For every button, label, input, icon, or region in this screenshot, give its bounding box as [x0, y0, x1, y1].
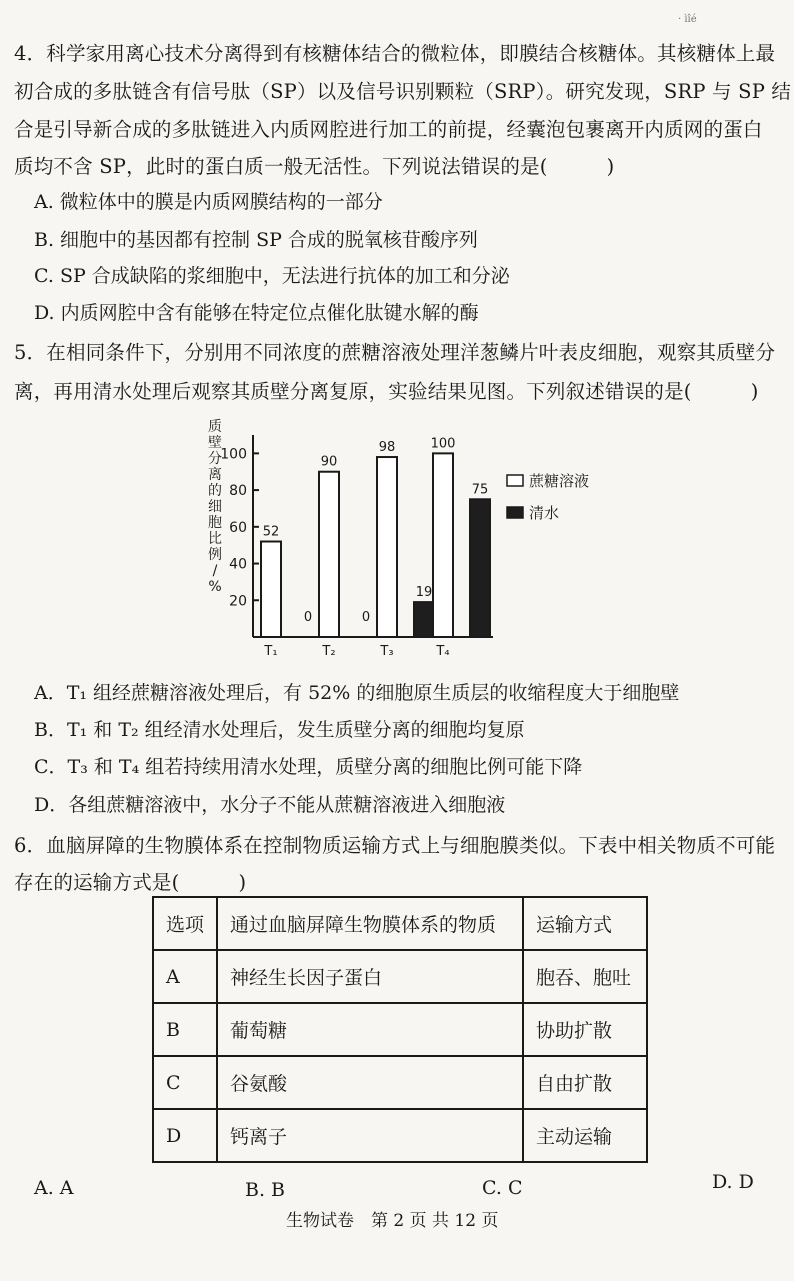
y-axis-label-char: 壁: [208, 435, 222, 451]
y-axis-label-char: 的: [208, 483, 222, 499]
table-header-cell: 选项: [153, 897, 217, 950]
table-cell: D: [153, 1109, 217, 1162]
page-footer: 生物试卷 第 2 页 共 12 页: [286, 1211, 499, 1231]
q6-table: [152, 896, 648, 1163]
y-tick-label: 100: [220, 446, 247, 463]
q5-option-b: B．T₁ 和 T₂ 组经清水处理后，发生质壁分离的细胞均复原: [34, 719, 525, 741]
q5-option-d: D．各组蔗糖溶液中，水分子不能从蔗糖溶液进入细胞液: [34, 794, 506, 816]
table-cell: 主动运输: [523, 1109, 647, 1162]
table-cell: 神经生长因子蛋白: [217, 950, 523, 1003]
legend-swatch: [507, 475, 523, 486]
legend-swatch: [507, 507, 523, 518]
x-tick-label: T₄: [436, 644, 450, 659]
bar-value-label: 98: [378, 440, 396, 456]
bar-value-label: 0: [303, 610, 313, 625]
y-tick-label: 80: [229, 483, 247, 500]
y-axis-label-char: 离: [208, 467, 222, 483]
q5-option-c: C．T₃ 和 T₄ 组若持续用清水处理，质壁分离的细胞比例可能下降: [34, 756, 583, 778]
q5-option-a: A．T₁ 组经蔗糖溶液处理后，有 52% 的细胞原生质层的收缩程度大于细胞壁: [34, 682, 680, 704]
q4-option-c: C. SP 合成缺陷的浆细胞中，无法进行抗体的加工和分泌: [34, 265, 510, 287]
q6-line-2: 存在的运输方式是( ): [14, 871, 247, 894]
legend-label: 清水: [529, 504, 560, 522]
y-axis-label-char: %: [208, 579, 222, 595]
q5-line-1: 5．在相同条件下，分别用不同浓度的蔗糖溶液处理洋葱鳞片叶表皮细胞，观察其质壁分: [14, 341, 776, 364]
q6-line-1: 6．血脑屏障的生物膜体系在控制物质运输方式上与细胞膜类似。下表中相关物质不可能: [14, 834, 776, 857]
table-row: [153, 950, 647, 1003]
table-header-cell: 运输方式: [523, 897, 647, 950]
y-tick-label: 40: [229, 556, 247, 573]
q4-option-d: D. 内质网腔中含有能够在特定位点催化肽键水解的酶: [34, 302, 479, 324]
bar-water: [470, 499, 490, 637]
bar-sucrose: [433, 453, 453, 637]
y-axis-label-char: 例: [208, 547, 222, 563]
table-cell: 自由扩散: [523, 1056, 647, 1109]
bar-sucrose: [319, 472, 339, 637]
x-tick-label: T₃: [380, 644, 394, 659]
bars: [261, 436, 490, 637]
y-axis-label-char: /: [212, 563, 218, 579]
bar-value-label: 90: [320, 454, 338, 470]
bar-chart: [195, 415, 615, 670]
table-row: [153, 1003, 647, 1056]
q4-line-3: 合是引导新合成的多肽链进入内质网腔进行加工的前提，经囊泡包裹离开内质网的蛋白: [14, 118, 763, 141]
table-row: [153, 1056, 647, 1109]
legend-label: 蔗糖溶液: [529, 472, 590, 490]
bar-sucrose: [261, 542, 281, 637]
q6-option-b: B. B: [245, 1179, 286, 1201]
q4-line-1: 4．科学家用离心技术分离得到有核糖体结合的微粒体，即膜结合核糖体。其核糖体上最: [14, 42, 776, 65]
bar-value-label: 75: [471, 482, 489, 498]
bar-value-label: 100: [430, 436, 456, 452]
table-cell: 协助扩散: [523, 1003, 647, 1056]
y-axis-label-char: 分: [208, 451, 222, 467]
q6-option-c: C. C: [482, 1177, 523, 1199]
table-cell: 钙离子: [217, 1109, 523, 1162]
q6-option-d: D. D: [712, 1171, 754, 1193]
q5-line-2: 离，再用清水处理后观察其质壁分离复原，实验结果见图。下列叙述错误的是( ): [14, 380, 759, 403]
table-cell: 胞吞、胞吐: [523, 950, 647, 1003]
y-axis-label-char: 比: [208, 531, 222, 547]
q4-option-b: B. 细胞中的基因都有控制 SP 合成的脱氧核苷酸序列: [34, 229, 478, 251]
table-cell: A: [153, 950, 217, 1003]
y-axis-label-char: 质: [208, 419, 222, 435]
table-header-cell: 通过血脑屏障生物膜体系的物质: [217, 897, 523, 950]
q6-option-a: A. A: [34, 1177, 74, 1199]
y-axis-label-char: 胞: [208, 515, 222, 531]
bar-sucrose: [377, 457, 397, 637]
x-tick-label: T₂: [322, 644, 336, 659]
bar-value-label: 19: [415, 585, 433, 601]
q4-option-a: A. 微粒体中的膜是内质网膜结构的一部分: [34, 191, 383, 213]
table-cell: 葡萄糖: [217, 1003, 523, 1056]
legend: [507, 472, 589, 522]
bar-water: [414, 602, 434, 637]
bar-value-label: 0: [361, 610, 371, 625]
x-tick-labels: [263, 644, 449, 659]
table-cell: 谷氨酸: [217, 1056, 523, 1109]
y-tick-label: 60: [229, 519, 247, 536]
bar-value-label: 52: [262, 524, 280, 540]
corner-mark: · ìîé: [678, 14, 697, 25]
y-axis-label-char: 细: [208, 499, 222, 515]
q4-line-2: 初合成的多肽链含有信号肽（SP）以及信号识别颗粒（SRP）。研究发现，SRP 与 SP 结: [14, 80, 792, 103]
x-tick-label: T₁: [264, 644, 278, 659]
y-tick-label: 20: [229, 593, 247, 610]
table-cell: B: [153, 1003, 217, 1056]
q4-line-4: 质均不含 SP，此时的蛋白质一般无活性。下列说法错误的是( ): [14, 155, 615, 178]
table-cell: C: [153, 1056, 217, 1109]
table-header-row: [153, 897, 647, 950]
table-row: [153, 1109, 647, 1162]
